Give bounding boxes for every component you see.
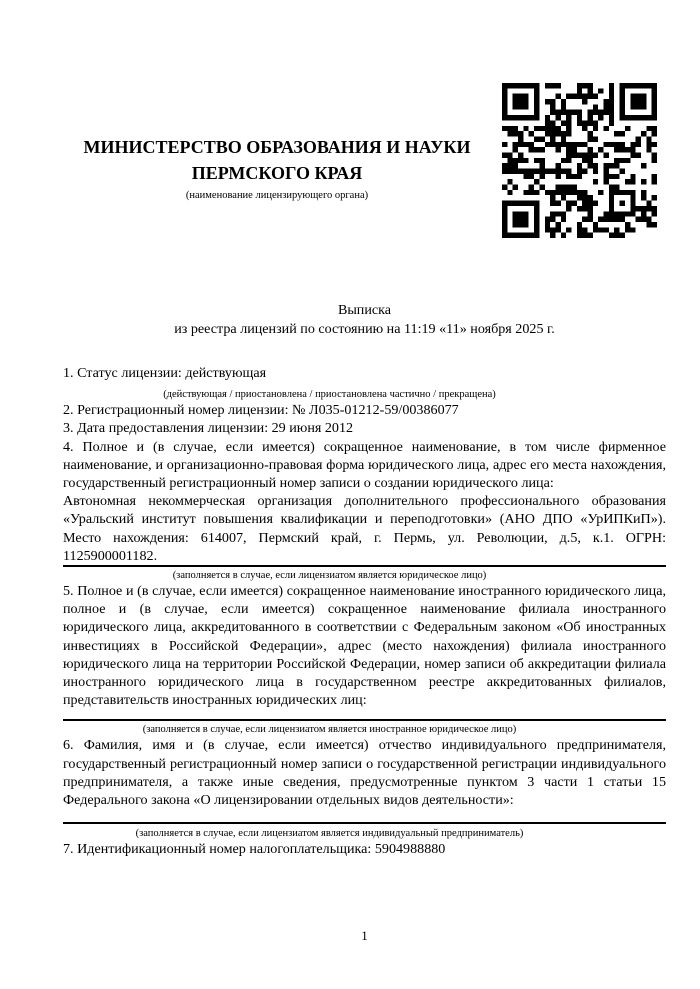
qr-code-icon <box>502 83 657 238</box>
item-4-legal-entity-value: Автономная некоммерческая организация дополнительного профессионального образования «Уральский институт повышения квалификации и переподготовки» (АНО ДПО «УрИПКиП»). Место нахождения: 614007, Пермский край, г. Пермь, ул. Революции, д.5, к.1. ОГРН: 1125900001182. <box>63 493 666 564</box>
item-6-entrepreneur-label: 6. Фамилия, имя и (в случае, если имеется) отчество индивидуального предпринимателя, государственный регистрационный номер записи о государственной регистрации индивидуального предпринимателя, а также иные сведения, предусмотренные пунктом 3 части 1 статьи 15 Федерального закона «О лицензировании отдельных видов деятельности»: <box>63 737 666 809</box>
ministry-name-line1: МИНИСТЕРСТВО ОБРАЗОВАНИЯ И НАУКИ <box>83 137 471 157</box>
item-4-fill-line <box>63 565 666 567</box>
item-4-caption: (заполняется в случае, если лицензиатом является юридическое лицо) <box>172 570 487 582</box>
item-6-caption: (заполняется в случае, если лицензиатом является индивидуальный предприниматель) <box>135 828 524 840</box>
document-title-line1: Выписка <box>337 302 392 318</box>
item-5-caption: (заполняется в случае, если лицензиатом является иностранное юридическое лицо) <box>142 724 517 736</box>
item-2-registration-number: 2. Регистрационный номер лицензии: № Л035-01212-59/00386077 <box>63 402 459 419</box>
ministry-caption: (наименование лицензирующего органа) <box>185 190 369 201</box>
item-1-license-status: 1. Статус лицензии: действующая <box>63 365 267 381</box>
document-header <box>63 83 666 243</box>
item-1-caption: (действующая / приостановлена / приостановлена частично / прекращена) <box>163 389 496 401</box>
document-title <box>63 301 666 338</box>
ministry-name-line2: ПЕРМСКОГО КРАЯ <box>191 163 363 183</box>
item-4-legal-entity-label: 4. Полное и (в случае, если имеется) сокращенное наименование, в том числе фирменное наименование, и организационно-правовая форма юридического лица, адрес его места нахождения, государственный регистрационный номер записи о создании юридического лица: <box>63 438 666 492</box>
item-3-license-date: 3. Дата предоставления лицензии: 29 июня 2012 <box>63 420 354 437</box>
page-number: 1 <box>361 928 368 943</box>
item-6-fill-line <box>63 822 666 824</box>
document-title-line2: из реестра лицензий по состоянию на 11:19 «11» ноября 2025 г. <box>174 320 555 337</box>
item-5-foreign-entity-label: 5. Полное и (в случае, если имеется) сокращенное наименование иностранного юридического лица, полное и (в случае, если имеется) сокращенное наименование филиала иностранного юридического лица, аккредитованного в соответствии с Федеральным законом «Об иностранных инвестициях в Российской Федерации», адрес (место нахождения) филиала иностранного юридического лица на территории Российской Федерации, номер записи об аккредитации филиала иностранного юридического лица в государственном реестре аккредитованных филиалов, представительств иностранных юридических лиц: <box>63 583 666 709</box>
item-7-taxpayer-number: 7. Идентификационный номер налогоплательщика: 5904988880 <box>63 841 446 858</box>
licensing-authority-block <box>63 134 491 202</box>
item-5-fill-line <box>63 719 666 721</box>
document-body <box>63 364 666 858</box>
